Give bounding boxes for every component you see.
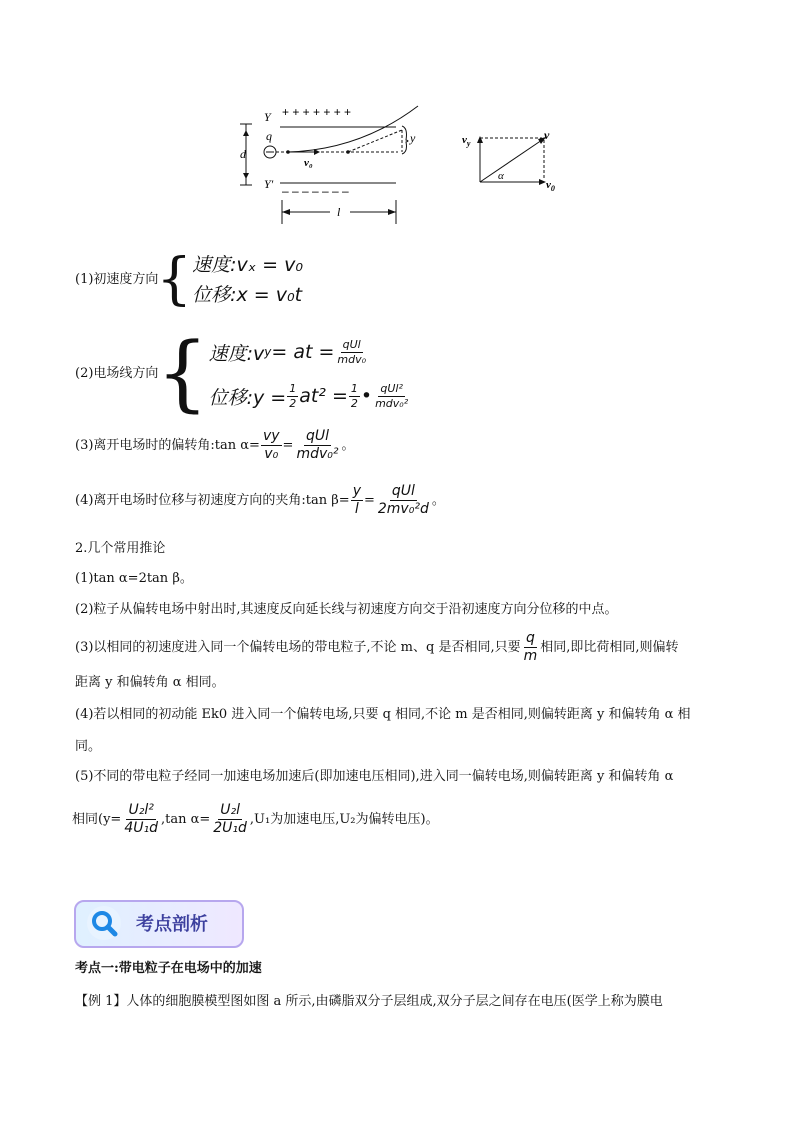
label-d: d bbox=[240, 147, 246, 161]
corollary-2: (2)粒子从偏转电场中射出时,其速度反向延长线与初速度方向交于沿初速度方向分位移的中点。 bbox=[75, 602, 618, 617]
banner-title: 考点剖析 bbox=[136, 914, 208, 935]
brace-2: { bbox=[156, 326, 209, 421]
section-banner bbox=[74, 900, 242, 946]
deflection-figure bbox=[230, 100, 430, 230]
item-2-speed: 速度:v y = at = $\frac{\text{qUl}}{\text{mdv₀}}$ bbox=[208, 337, 366, 366]
label-l: l bbox=[337, 205, 341, 219]
label-vy: $v_y$ bbox=[462, 134, 471, 148]
label-y: y bbox=[410, 131, 416, 145]
item-1-displacement: 位移:x = v₀t bbox=[192, 284, 303, 306]
minus-signs: – – – – – – – bbox=[282, 184, 349, 198]
item-2 bbox=[75, 326, 411, 421]
search-icon bbox=[86, 905, 122, 941]
item-2-speed-fraction: $\frac{\text{qUl}}{\text{mdv₀}}$ bbox=[337, 337, 366, 366]
corollary-4-cont: 同。 bbox=[75, 739, 102, 754]
plus-signs: + + + + + + + bbox=[282, 105, 352, 119]
label-Y: Y bbox=[264, 110, 271, 124]
label-q: q bbox=[266, 129, 272, 143]
brace-1: { bbox=[156, 247, 193, 312]
item-1-label: (1)初速度方向 bbox=[75, 272, 159, 287]
item-3: (3)离开电场时的偏转角:tan α= $\frac{vy}{\text{v₀}}$ = $\frac{\text{qUl}}{\text{mdv₀²}}$ 。 bbox=[75, 428, 355, 462]
section-2-title: 2.几个常用推论 bbox=[75, 541, 166, 556]
item-4: (4)离开电场时位移与初速度方向的夹角:tan β= $\frac{y}{l}$ = $\frac{\text{qUl}}{\text{2mv₀²d}}$ 。 bbox=[75, 483, 445, 517]
example-1: 【例 1】人体的细胞膜模型图如图 a 所示,由磷脂双分子层组成,双分子层之间存在电压(医学上称为膜电 bbox=[75, 994, 663, 1009]
label-alpha: α bbox=[498, 170, 504, 182]
label-Yprime: Y′ bbox=[264, 177, 274, 191]
item-1-speed: 速度:vₓ = v₀ bbox=[192, 254, 304, 276]
item-2-label: (2)电场线方向 bbox=[75, 366, 159, 381]
corollary-5: (5)不同的带电粒子经同一加速电场加速后(即加速电压相同),进入同一偏转电场,则偏转距离 y 和偏转角 α bbox=[75, 769, 674, 784]
item-2-displacement: 位移:y = $\frac{1}{2}$ at² = $\frac{1}{2}$ • $\frac{\text{qUl²}}{\text{mdv₀²}}$ bbox=[208, 381, 409, 410]
kaodian-heading: 考点一:带电粒子在电场中的加速 bbox=[75, 961, 262, 976]
item-1 bbox=[75, 247, 304, 312]
label-v0-vec: $v_0$ bbox=[546, 179, 555, 193]
corollary-4: (4)若以相同的初动能 Ek0 进入同一个偏转电场,只要 q 相同,不论 m 是否相同,则偏转距离 y 和偏转角 α 相 bbox=[75, 707, 691, 722]
label-v: v bbox=[544, 128, 550, 142]
corollary-3: (3)以相同的初速度进入同一个偏转电场的带电粒子,不论 m、q 是否相同,只要 $\frac{q}{m}$ 相同,即比荷相同,则偏转 bbox=[75, 630, 679, 664]
corollary-3-cont: 距离 y 和偏转角 α 相同。 bbox=[75, 675, 225, 690]
label-v0: v₀ bbox=[304, 157, 313, 169]
corollary-1: (1)tan α=2tan β。 bbox=[75, 571, 193, 586]
velocity-vector-figure bbox=[458, 126, 568, 196]
corollary-5-cont: 相同(y= $\frac{\text{U₂l²}}{\text{4U₁d}}$ ,tan α= $\frac{\text{U₂l}}{\text{2U₁d}}$ ,U₁为加速电压,U₂为偏转电压)。 bbox=[72, 802, 439, 836]
